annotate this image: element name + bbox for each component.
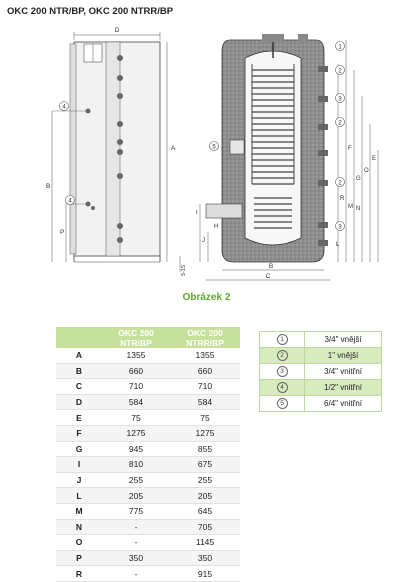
dim-value: 584 xyxy=(170,394,240,410)
dim-key: J xyxy=(56,472,102,488)
dim-key: M xyxy=(56,503,102,519)
technical-drawing xyxy=(0,0,413,290)
dim-value: - xyxy=(102,519,170,535)
figure-caption: Obrázek 2 xyxy=(182,292,231,303)
dim-letter-h: H xyxy=(214,224,219,230)
table-row xyxy=(56,472,240,488)
dim-value: 1275 xyxy=(170,425,240,441)
dim-key: F xyxy=(56,425,102,441)
connection-size: 6/4" vnitřní xyxy=(305,396,382,412)
dim-feet: 5-15 xyxy=(181,264,187,276)
table-row xyxy=(56,348,240,363)
dim-letter-b: B xyxy=(46,183,51,190)
dim-letter-r: R xyxy=(340,196,345,202)
connection-row xyxy=(260,348,382,364)
dim-value: 205 xyxy=(170,488,240,504)
callout-1: 1 xyxy=(338,44,342,51)
connections-body xyxy=(260,332,382,412)
dim-letter-i: I xyxy=(196,210,198,216)
dim-value: - xyxy=(102,535,170,551)
table-row xyxy=(56,488,240,504)
dim-value: 810 xyxy=(102,457,170,473)
dimensions-header xyxy=(56,327,240,348)
table-row xyxy=(56,566,240,582)
dim-value: 75 xyxy=(102,410,170,426)
dim-letter-p: P xyxy=(60,229,65,236)
dim-letter-g: G xyxy=(356,176,361,182)
header-ntrr: OKC 200 NTRR/BP xyxy=(170,327,240,348)
dim-key: P xyxy=(56,550,102,566)
dimensions-table xyxy=(56,327,240,582)
dim-value: 1355 xyxy=(102,348,170,363)
dim-value: 705 xyxy=(170,519,240,535)
connection-row xyxy=(260,332,382,348)
dim-value: 1275 xyxy=(102,425,170,441)
table-row xyxy=(56,394,240,410)
table-row xyxy=(56,550,240,566)
callout-5: 5 xyxy=(212,144,216,151)
dim-key: D xyxy=(56,394,102,410)
dim-letter-n: N xyxy=(356,206,361,212)
dim-value: 1355 xyxy=(170,348,240,363)
connection-row xyxy=(260,380,382,396)
dim-letter-m: M xyxy=(348,204,353,210)
dim-key: E xyxy=(56,410,102,426)
connection-row xyxy=(260,396,382,412)
table-row xyxy=(56,535,240,551)
table-row xyxy=(56,425,240,441)
front-view xyxy=(46,27,187,276)
dim-key: R xyxy=(56,566,102,582)
dim-key: A xyxy=(56,348,102,363)
dim-letter-e: E xyxy=(372,156,377,162)
connection-row xyxy=(260,364,382,380)
connection-number xyxy=(260,396,305,412)
dim-value: 945 xyxy=(102,441,170,457)
dim-letter-d: D xyxy=(114,27,120,34)
section-view xyxy=(196,34,378,280)
table-row xyxy=(56,519,240,535)
dim-value: 660 xyxy=(170,363,240,379)
connection-number xyxy=(260,348,305,364)
dim-key: N xyxy=(56,519,102,535)
table-row xyxy=(56,410,240,426)
dim-value: 255 xyxy=(102,472,170,488)
connection-number xyxy=(260,380,305,396)
connections-table xyxy=(259,331,382,412)
dim-letter-o: O xyxy=(364,168,369,174)
dim-letter-f: F xyxy=(348,146,352,152)
dim-letter-j: J xyxy=(202,238,205,244)
dim-value: - xyxy=(102,566,170,582)
dim-key: G xyxy=(56,441,102,457)
dim-letter-c: C xyxy=(265,273,271,280)
circle-number-icon: 4 xyxy=(277,382,288,393)
dim-key: I xyxy=(56,457,102,473)
dim-value: 255 xyxy=(170,472,240,488)
connection-size: 1/2" vnitřní xyxy=(305,380,382,396)
callout-4-front-lower: 4 xyxy=(68,198,72,205)
connection-size: 1" vnější xyxy=(305,348,382,364)
dim-letter-l: L xyxy=(336,242,340,248)
dim-value: 350 xyxy=(102,550,170,566)
callout-3-low: 3 xyxy=(338,224,342,231)
dim-letter-b-section: B xyxy=(268,263,274,270)
dim-value: 205 xyxy=(102,488,170,504)
dimensions-body xyxy=(56,348,240,581)
dim-key: C xyxy=(56,379,102,395)
dim-value: 675 xyxy=(170,457,240,473)
dim-value: 855 xyxy=(170,441,240,457)
table-row xyxy=(56,503,240,519)
dim-value: 775 xyxy=(102,503,170,519)
dim-value: 710 xyxy=(170,379,240,395)
dim-value: 710 xyxy=(102,379,170,395)
connection-number xyxy=(260,332,305,348)
callout-2-low: 2 xyxy=(338,180,342,187)
circle-number-icon: 1 xyxy=(277,334,288,345)
dim-value: 660 xyxy=(102,363,170,379)
callout-4-front: 4 xyxy=(62,104,66,111)
dim-key: B xyxy=(56,363,102,379)
connection-size: 3/4" vnější xyxy=(305,332,382,348)
table-row xyxy=(56,457,240,473)
dim-value: 350 xyxy=(170,550,240,566)
page-title: OKC 200 NTR/BP, OKC 200 NTRR/BP xyxy=(7,6,174,17)
dim-value: 75 xyxy=(170,410,240,426)
dim-key: L xyxy=(56,488,102,504)
table-row xyxy=(56,379,240,395)
circle-number-icon: 3 xyxy=(277,366,288,377)
callout-2-mid: 2 xyxy=(338,120,342,127)
callout-3: 3 xyxy=(338,96,342,103)
table-row xyxy=(56,441,240,457)
dim-value: 645 xyxy=(170,503,240,519)
dim-key: O xyxy=(56,535,102,551)
circle-number-icon: 5 xyxy=(277,398,288,409)
callout-2-top: 2 xyxy=(338,68,342,75)
table-row xyxy=(56,363,240,379)
header-ntr: OKC 200 NTR/BP xyxy=(102,327,170,348)
dim-value: 915 xyxy=(170,566,240,582)
header-key xyxy=(56,327,102,348)
circle-number-icon: 2 xyxy=(277,350,288,361)
connection-size: 3/4" vnitřní xyxy=(305,364,382,380)
dim-value: 584 xyxy=(102,394,170,410)
dim-letter-a: A xyxy=(171,145,176,152)
dim-value: 1145 xyxy=(170,535,240,551)
connection-number xyxy=(260,364,305,380)
